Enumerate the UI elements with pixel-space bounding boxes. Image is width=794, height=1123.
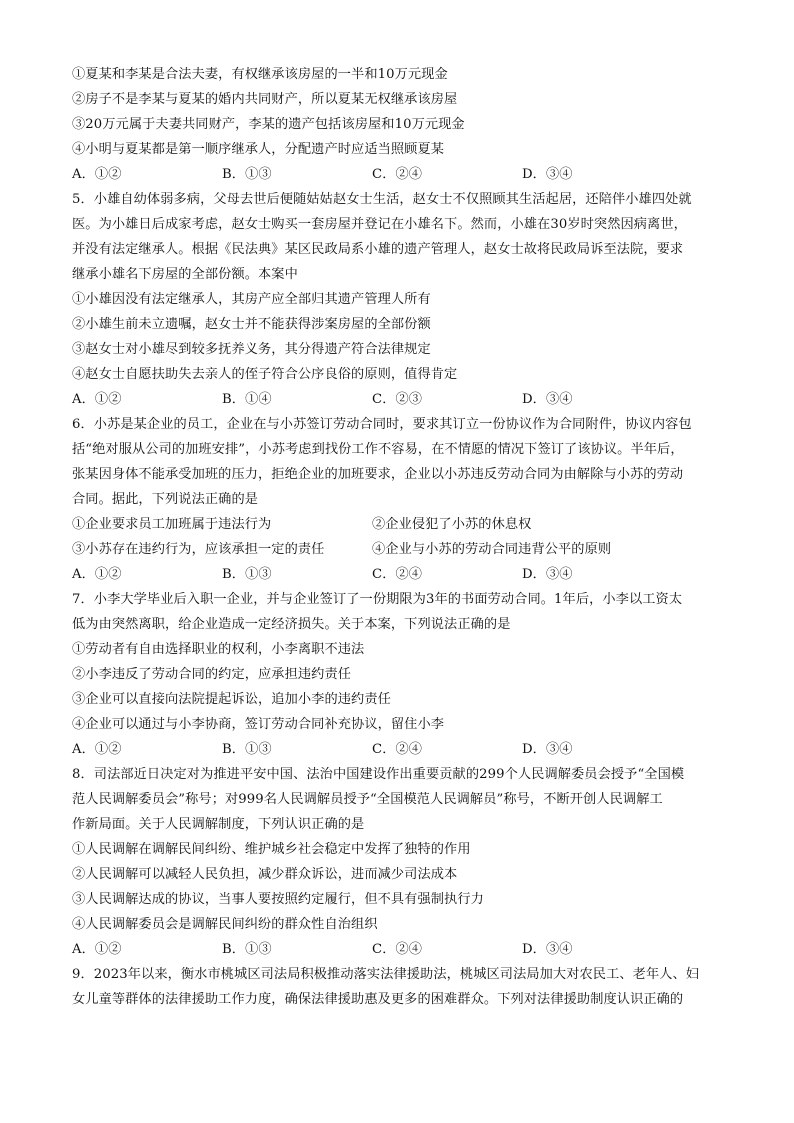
statement: ②小李违反了劳动合同的约定，应承担违约责任 (72, 667, 352, 682)
statement: ①企业要求员工加班属于违法行为 (72, 517, 272, 532)
question-stem-line: 合同。据此，下列说法正确的是 (72, 492, 259, 507)
statement: ④赵女士自愿扶助失去亲人的侄子符合公序良俗的原则，值得肯定 (72, 367, 458, 382)
statement: ③企业可以直接向法院提起诉讼，追加小李的违约责任 (72, 692, 391, 707)
option-d: D．③④ (522, 567, 573, 582)
answer-options (72, 162, 732, 187)
answer-options (72, 562, 732, 587)
option-b: B．①③ (222, 742, 272, 757)
option-b: B．①③ (222, 942, 272, 957)
statement: ②房子不是李某与夏某的婚内共同财产，所以夏某无权继承该房屋 (72, 92, 458, 107)
option-c: C．②④ (372, 742, 423, 757)
question-stem-line: 6．小苏是某企业的员工，企业在与小苏签订劳动合同时，要求其订立一份协议作为合同附件，协议内容包 (72, 417, 692, 432)
option-d: D．③④ (522, 942, 573, 957)
answer-options (72, 937, 732, 962)
question-stem-line: 5．小雄自幼体弱多病，父母去世后便随姑姑赵女士生活，赵女士不仅照顾其生活起居，还陪伴小雄四处就 (72, 192, 692, 207)
option-a: A．①② (72, 742, 122, 757)
question-8 (72, 762, 732, 962)
statement: ③人民调解达成的协议，当事人要按照约定履行，但不具有强制执行力 (72, 892, 484, 907)
question-stem-line: 作新局面。关于人民调解制度，下列认识正确的是 (72, 817, 365, 832)
statement: ④企业可以通过与小李协商，签订劳动合同补充协议，留住小李 (72, 717, 445, 732)
option-b: B．①③ (222, 567, 272, 582)
question-stem-line: 并没有法定继承人。根据《民法典》某区民政局系小雄的遗产管理人，赵女士故将民政局诉至法院，要求 (72, 242, 684, 257)
statement: ③20万元属于夫妻共同财产，李某的遗产包括该房屋和10万元现金 (72, 117, 465, 132)
statement-row (72, 537, 732, 562)
question-stem-line: 女儿童等群体的法律援助工作力度，确保法律援助惠及更多的困难群众。下列对法律援助制度认识正确的 (72, 992, 684, 1007)
statement: ②人民调解可以减轻人民负担，减少群众诉讼，进而减少司法成本 (72, 867, 458, 882)
option-a: A．①② (72, 567, 122, 582)
question-7 (72, 587, 732, 762)
option-a: A．①② (72, 392, 122, 407)
statement: ①小雄因没有法定继承人，其房产应全部归其遗产管理人所有 (72, 292, 431, 307)
option-b: B．①③ (222, 167, 272, 182)
statement: ③赵女士对小雄尽到较多抚养义务，其分得遗产符合法律规定 (72, 342, 431, 357)
option-c: C．②④ (372, 567, 423, 582)
statement: ③小苏存在违约行为，应该承担一定的责任 (72, 542, 325, 557)
option-a: A．①② (72, 942, 122, 957)
question-5 (72, 187, 732, 412)
option-c: C．②④ (372, 167, 423, 182)
statement: ④人民调解委员会是调解民间纠纷的群众性自治组织 (72, 917, 378, 932)
question-stem-line: 张某因身体不能承受加班的压力，拒绝企业的加班要求，企业以小苏违反劳动合同为由解除与小苏的劳动 (72, 467, 684, 482)
question-stem-line: 7．小李大学毕业后入职一企业，并与企业签订了一份期限为3年的书面劳动合同。1年后，小李以工资太 (72, 592, 683, 607)
statement: ①劳动者有自由选择职业的权利，小李离职不违法 (72, 642, 365, 657)
statement: ①人民调解在调解民间纠纷、维护城乡社会稳定中发挥了独特的作用 (72, 842, 471, 857)
option-d: D．③④ (522, 392, 573, 407)
exam-page (72, 62, 732, 1012)
question-stem-line: 继承小雄名下房屋的全部份额。本案中 (72, 267, 298, 282)
option-b: B．①④ (222, 392, 272, 407)
statement: ②小雄生前未立遗嘱，赵女士并不能获得涉案房屋的全部份额 (72, 317, 431, 332)
statement: ①夏某和李某是合法夫妻，有权继承该房屋的一半和10万元现金 (72, 67, 448, 82)
option-c: C．②④ (372, 942, 423, 957)
question-6 (72, 412, 732, 587)
question-stem-line: 括“绝对服从公司的加班安排”，小苏考虑到找份工作不容易，在不情愿的情况下签订了该协议。半年后， (72, 442, 684, 457)
question-stem-line: 低为由突然离职，给企业造成一定经济损失。关于本案，下列说法正确的是 (72, 617, 511, 632)
statement: ④小明与夏某都是第一顺序继承人，分配遗产时应适当照顾夏某 (72, 142, 445, 157)
question-stem-line: 9．2023年以来，衡水市桃城区司法局积极推动落实法律援助法，桃城区司法局加大对农民工、老年人、妇 (72, 967, 700, 982)
statement: ②企业侵犯了小苏的休息权 (372, 517, 532, 532)
answer-options (72, 387, 732, 412)
option-c: C．②③ (372, 392, 423, 407)
statement: ④企业与小苏的劳动合同违背公平的原则 (372, 542, 612, 557)
option-d: D．③④ (522, 167, 573, 182)
option-a: A．①② (72, 167, 122, 182)
question-stem-line: 8．司法部近日决定对为推进平安中国、法治中国建设作出重要贡献的299个人民调解委员会授予“全国模 (72, 767, 685, 782)
question-stem-line: 医。为小雄日后成家考虑，赵女士购买一套房屋并登记在小雄名下。然而，小雄在30岁时突然因病离世， (72, 217, 687, 232)
question-9 (72, 962, 732, 1012)
statement-row (72, 512, 732, 537)
option-d: D．③④ (522, 742, 573, 757)
question-stem-line: 范人民调解委员会”称号；对999名人民调解员授予“全国模范人民调解员”称号，不断开创人民调解工 (72, 792, 663, 807)
question-4-tail (72, 62, 732, 187)
answer-options (72, 737, 732, 762)
